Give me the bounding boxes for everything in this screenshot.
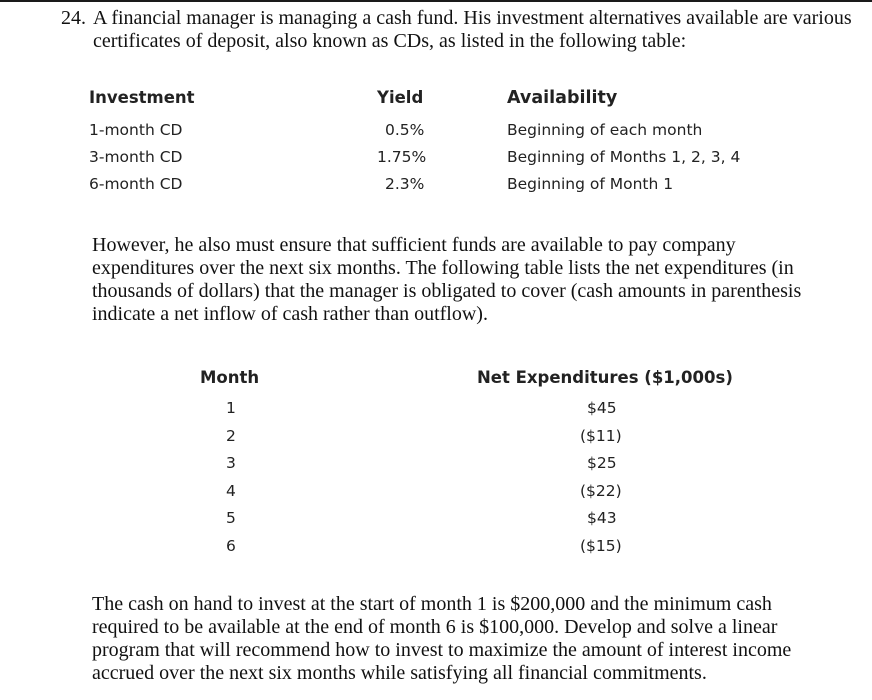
amount-cell: $43	[587, 509, 617, 527]
availability-header: Availability	[507, 88, 618, 108]
expenditure-paragraph: However, he also must ensure that sufficient funds are available to pay company expenditures over the next six months. The following table lists the net expenditures (in thousands of dollars) that the manager is obligated to cover (cash amounts in parenthesis indicate a net inflow of cash rather than outflow).	[92, 234, 802, 325]
month-cell: 6	[226, 537, 236, 555]
investment-cell: 3-month CD	[89, 148, 183, 166]
investment-cell: 6-month CD	[89, 175, 183, 193]
amount-cell: ($11)	[580, 427, 622, 445]
investment-header: Investment	[89, 88, 195, 107]
month-cell: 2	[226, 427, 236, 445]
investment-cell: 1-month CD	[89, 121, 183, 139]
yield-header: Yield	[377, 88, 424, 107]
amount-cell: $45	[587, 399, 617, 417]
cash-paragraph: The cash on hand to invest at the start of month 1 is $200,000 and the minimum cash required to be available at the end of month 6 is $100,000. Develop and solve a linear program that will recommend how to invest to maximize the amount of interest income accrued over the next six months while satisfying all financial commitments.	[92, 593, 792, 684]
availability-cell: Beginning of Months 1, 2, 3, 4	[507, 148, 741, 166]
net-expenditures-header: Net Expenditures ($1,000s)	[477, 368, 733, 387]
problem-intro: A financial manager is managing a cash fund. His investment alternatives available are various certificates of deposit, also known as CDs, as listed in the following table:	[93, 7, 852, 52]
availability-cell: Beginning of each month	[507, 121, 703, 139]
availability-cell: Beginning of Month 1	[507, 175, 674, 193]
yield-cell: 1.75%	[377, 148, 427, 166]
month-cell: 3	[226, 454, 236, 472]
month-cell: 5	[226, 509, 236, 527]
yield-cell: 2.3%	[385, 175, 425, 193]
amount-cell: $25	[587, 454, 617, 472]
month-header: Month	[200, 368, 260, 387]
top-rule	[0, 0, 872, 2]
problem-number: 24.	[61, 7, 86, 29]
month-cell: 1	[226, 399, 236, 417]
yield-cell: 0.5%	[385, 121, 425, 139]
month-cell: 4	[226, 482, 236, 500]
amount-cell: ($15)	[580, 537, 622, 555]
amount-cell: ($22)	[580, 482, 622, 500]
